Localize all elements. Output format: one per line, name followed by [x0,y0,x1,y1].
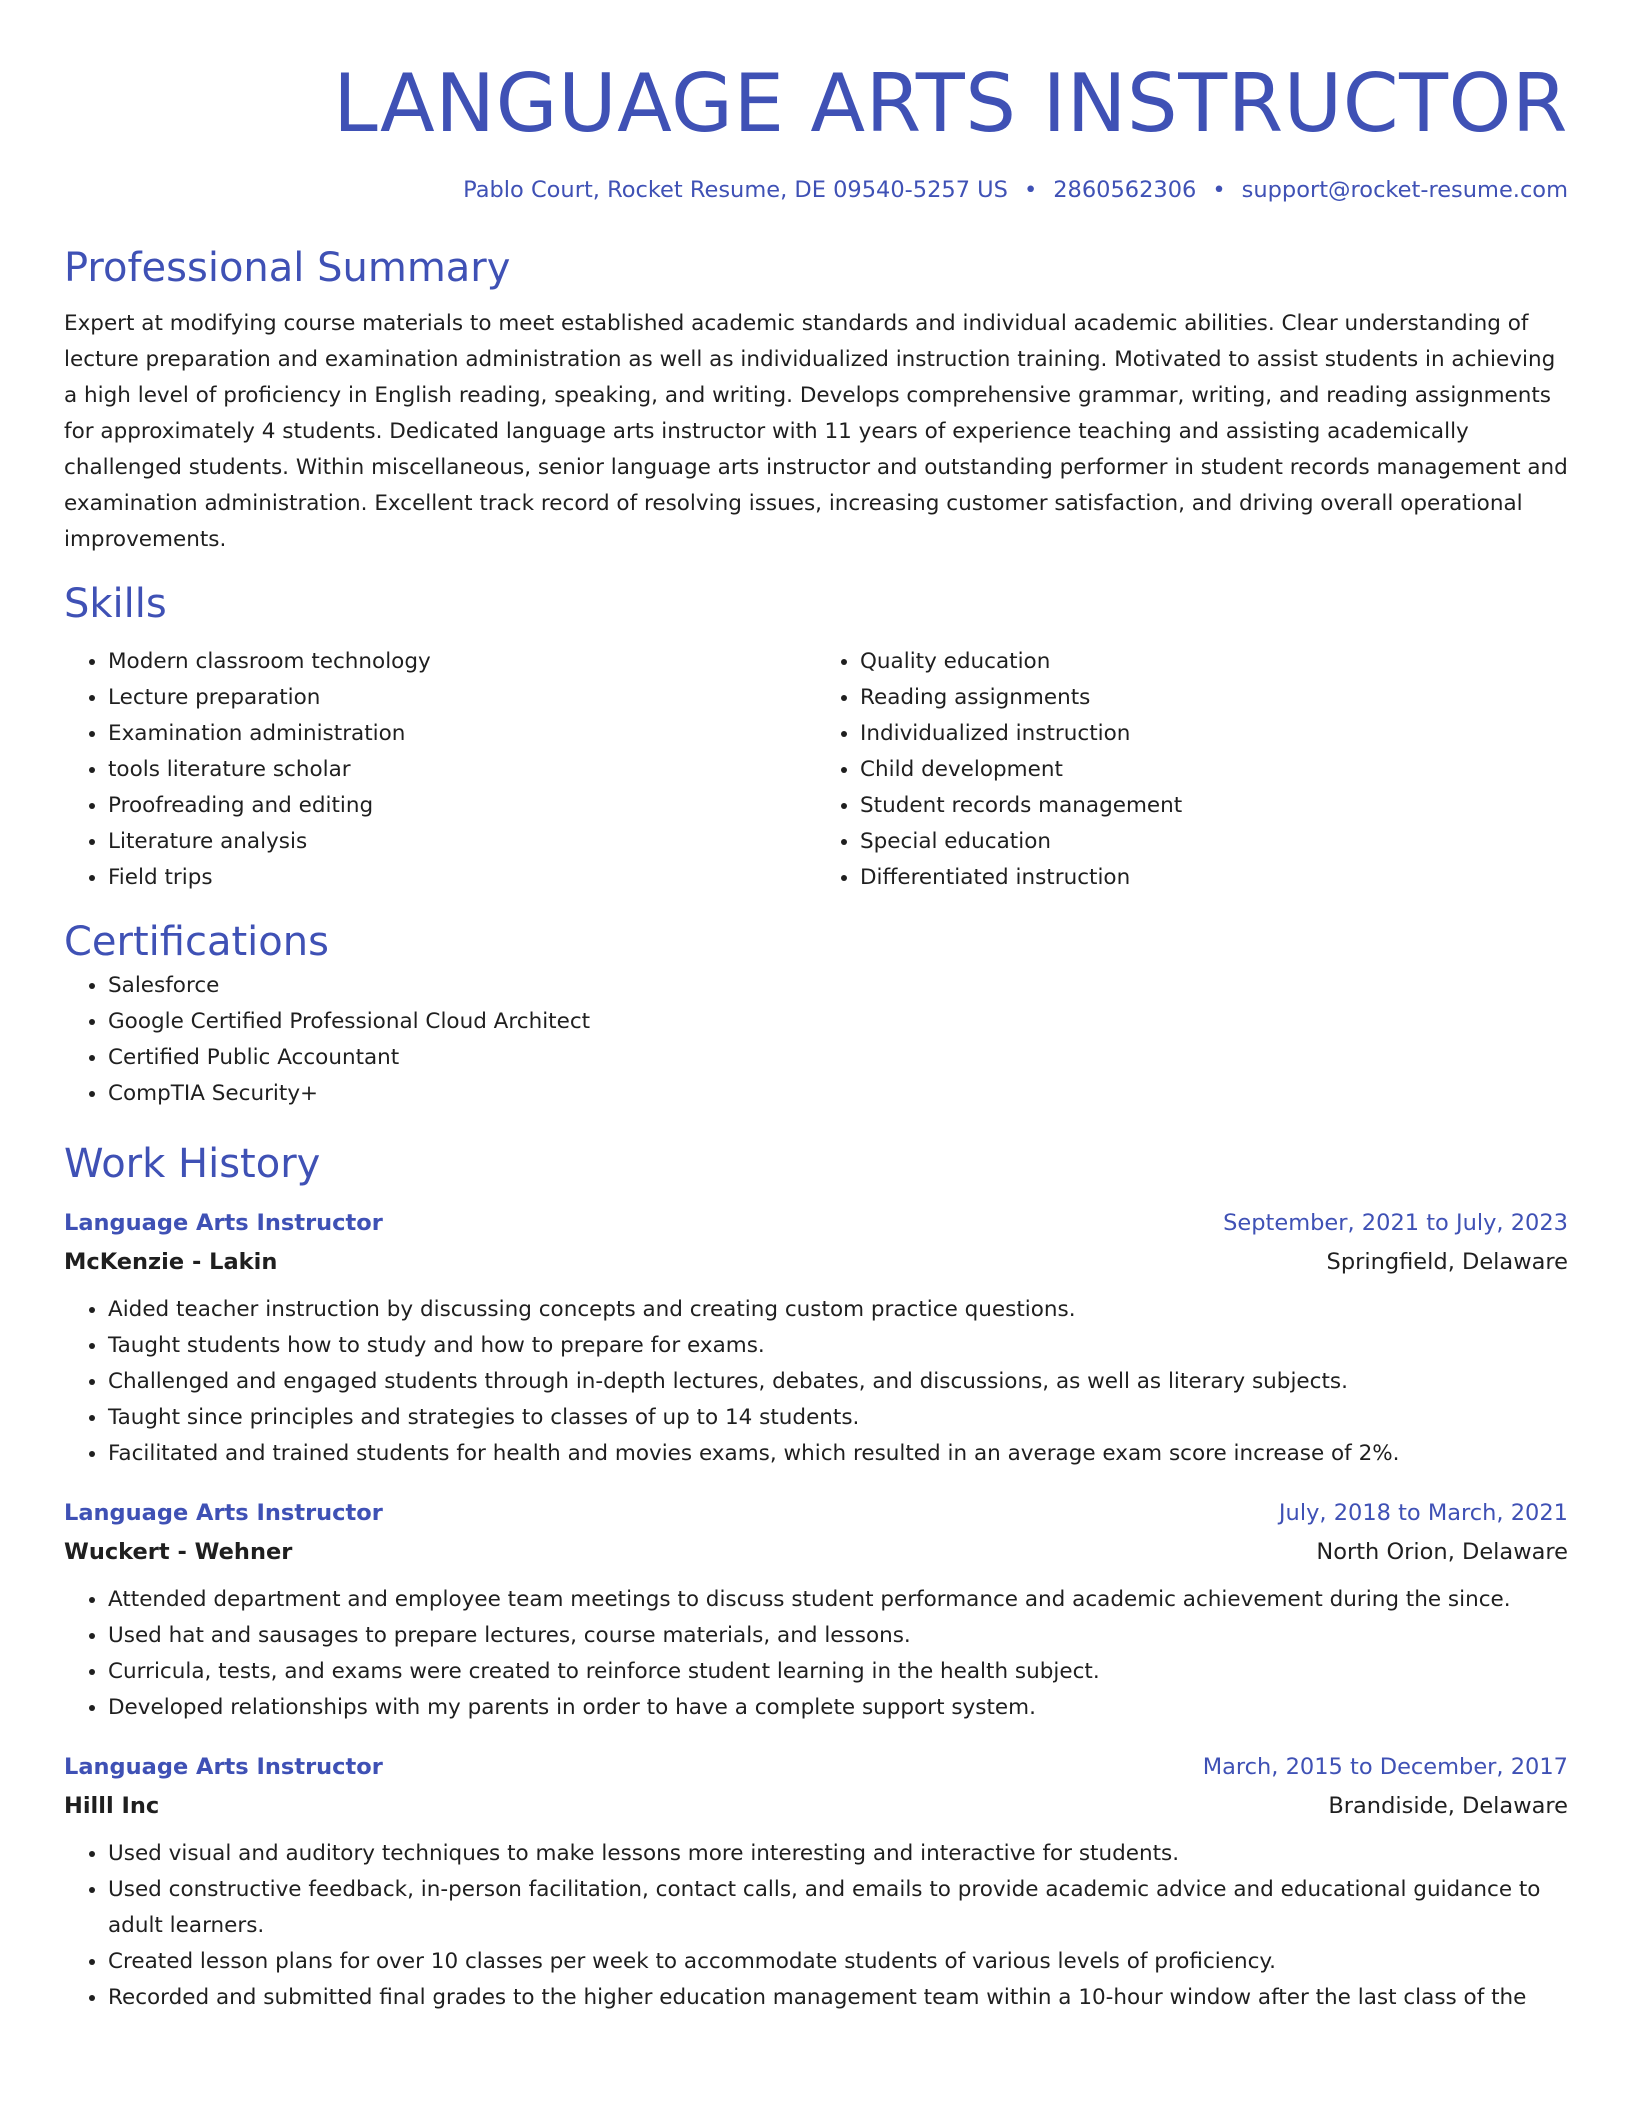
job-bullets [64,1836,1568,2016]
job-bullet: • Taught students how to study and how to prepare for exams. [108,1328,1568,1364]
job-bullet: • Curricula, tests, and exams were created to reinforce student learning in the health subject. [108,1654,1568,1690]
skill-item: • Modern classroom technology [108,644,816,680]
job-bullet: • Used visual and auditory techniques to make lessons more interesting and interactive for students. [108,1836,1568,1872]
contact-separator: • [1212,177,1226,203]
job-entry [64,1494,1568,1726]
job-entry [64,1748,1568,2016]
skill-item: • Individualized instruction [860,716,1568,752]
job-location: Brandiside, Delaware [1328,1793,1568,1819]
job-company: McKenzie - Lakin [64,1249,278,1275]
certification-item: • Google Certified Professional Cloud Architect [108,1004,1568,1040]
contact-line [64,174,1568,206]
skill-item: • tools literature scholar [108,752,816,788]
certification-item: • Certified Public Accountant [108,1040,1568,1076]
job-bullet: • Used hat and sausages to prepare lectures, course materials, and lessons. [108,1618,1568,1654]
job-bullet: • Attended department and employee team meetings to discuss student performance and academic achievement during the since. [108,1582,1568,1618]
job-bullet: • Recorded and submitted final grades to the higher education management team within a 10-hour window after the last class of the [108,1980,1568,2016]
skills-columns [64,644,1568,896]
skill-item: • Reading assignments [860,680,1568,716]
job-bullets [64,1292,1568,1472]
job-bullet: • Aided teacher instruction by discussing concepts and creating custom practice questions. [108,1292,1568,1328]
summary-heading: Professional Summary [64,245,511,291]
resume-name: LANGUAGE ARTS INSTRUCTOR [333,57,1568,150]
job-dates: September, 2021 to July, 2023 [1223,1210,1568,1236]
contact-phone: 2860562306 [1053,177,1197,203]
certifications-heading: Certifications [64,919,329,965]
contact-address: Pablo Court, Rocket Resume, DE 09540-5257 US [463,177,1008,203]
skill-item: • Differentiated instruction [860,860,1568,896]
skill-item: • Student records management [860,788,1568,824]
skill-item: • Child development [860,752,1568,788]
skill-item: • Quality education [860,644,1568,680]
job-title: Language Arts Instructor [64,1500,383,1526]
job-entry [64,1204,1568,1472]
skill-item: • Lecture preparation [108,680,816,716]
job-bullet: • Used constructive feedback, in-person facilitation, contact calls, and emails to provide academic advice and educational guidance to adult learners. [108,1872,1568,1944]
contact-email: support@rocket-resume.com [1241,177,1568,203]
job-bullet: • Challenged and engaged students through in-depth lectures, debates, and discussions, as well as literary subjects. [108,1364,1568,1400]
certification-item: • CompTIA Security+ [108,1076,1568,1112]
job-company: Hilll Inc [64,1793,160,1819]
job-location: North Orion, Delaware [1316,1539,1568,1565]
certifications-list [64,968,1568,1112]
skill-item: • Field trips [108,860,816,896]
work-history-heading: Work History [64,1141,321,1187]
certification-item: • Salesforce [108,968,1568,1004]
skills-list-left [64,644,816,896]
job-bullet: • Developed relationships with my parents in order to have a complete support system. [108,1690,1568,1726]
job-title: Language Arts Instructor [64,1210,383,1236]
contact-separator: • [1023,177,1038,203]
summary-text: Expert at modifying course materials to meet established academic standards and individual academic abilities. Clear understanding of lecture preparation and examination administration as well as individualized instruction training. Motivated to assist students in achieving a high level of proficiency in English reading, speaking, and writing. Develops comprehensive grammar, writing, and reading assignments for approximately 4 students. Dedicated language arts instructor with 11 years of experience teaching and assisting academically challenged students. Within miscellaneous, senior language arts instructor and outstanding performer in student records management and examination administration. Excellent track record of resolving issues, increasing customer satisfaction, and driving overall operational improvements. [64,311,1568,552]
job-bullets [64,1582,1568,1726]
job-bullet: • Taught since principles and strategies to classes of up to 14 students. [108,1400,1568,1436]
skill-item: • Proofreading and editing [108,788,816,824]
skill-item: • Special education [860,824,1568,860]
skill-item: • Examination administration [108,716,816,752]
skills-list-right [816,644,1568,896]
job-location: Springfield, Delaware [1326,1249,1568,1275]
job-dates: July, 2018 to March, 2021 [1278,1500,1568,1526]
job-bullet: • Facilitated and trained students for health and movies exams, which resulted in an average exam score increase of 2%. [108,1436,1568,1472]
job-company: Wuckert - Wehner [64,1539,293,1565]
work-history [64,1204,1568,2016]
job-bullet: • Created lesson plans for over 10 classes per week to accommodate students of various levels of proficiency. [108,1944,1568,1980]
job-title: Language Arts Instructor [64,1754,383,1780]
skill-item: • Literature analysis [108,824,816,860]
job-dates: March, 2015 to December, 2017 [1202,1754,1568,1780]
skills-heading: Skills [64,581,167,627]
